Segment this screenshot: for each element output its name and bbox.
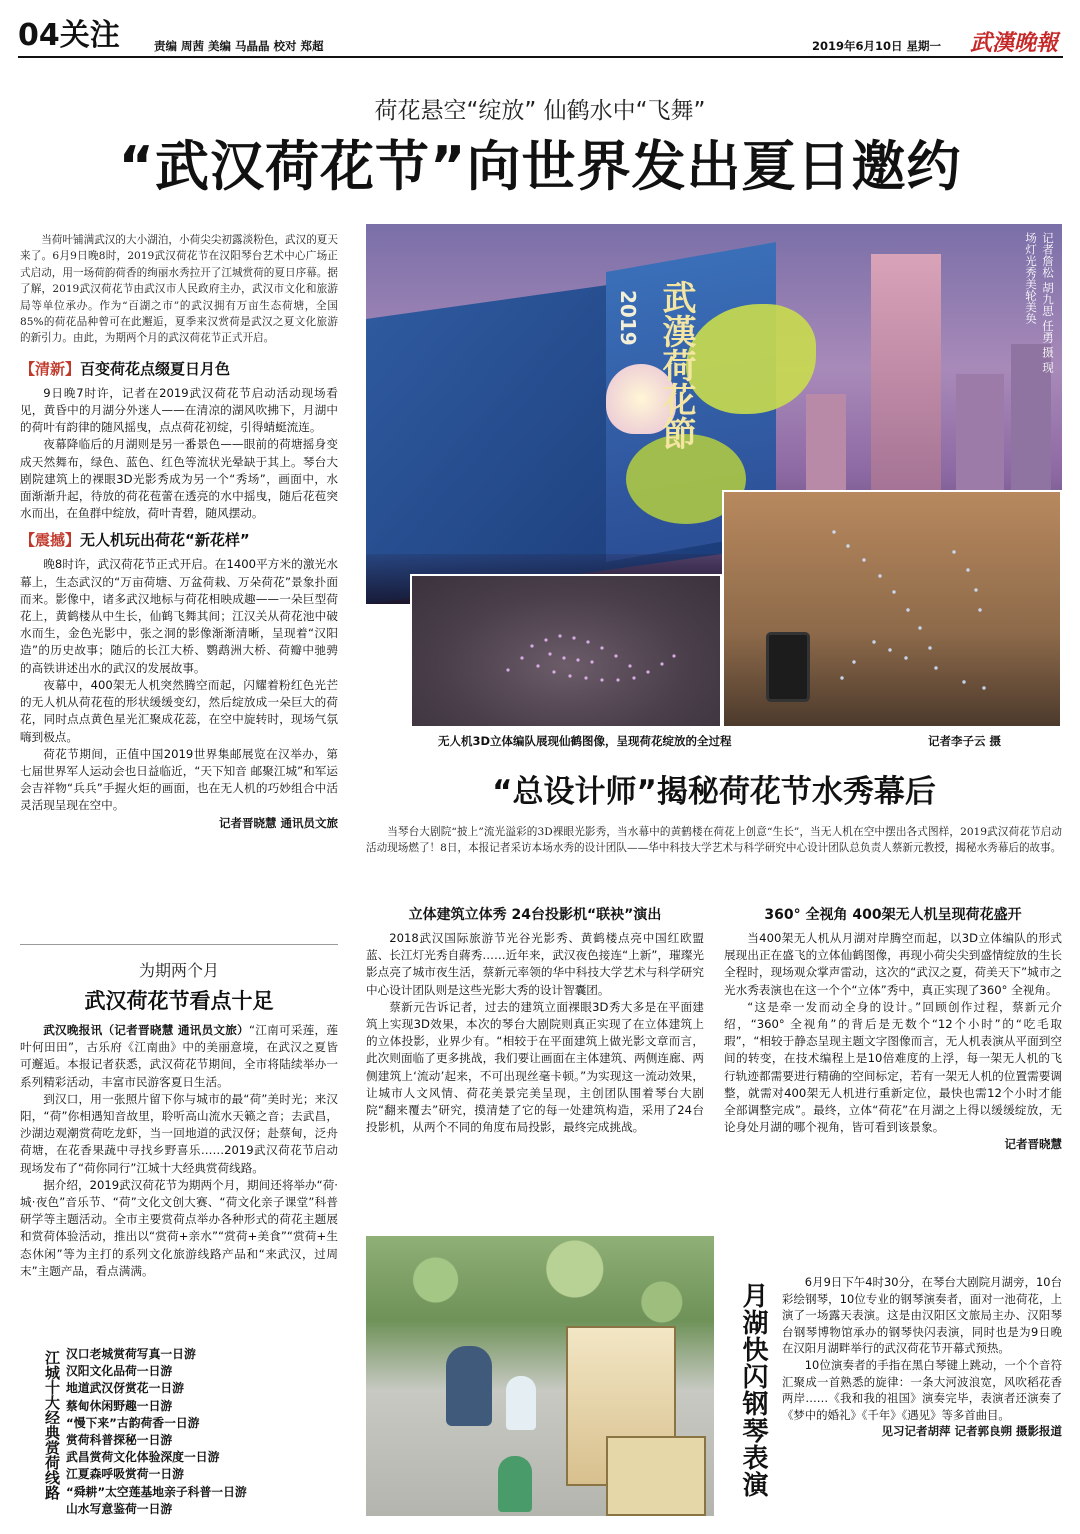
route-item: 江夏森呼吸赏荷一日游 (66, 1467, 184, 1482)
paper-logo: 武漢晚報 (970, 30, 1059, 56)
projection-title: 武漢荷花節 (656, 280, 696, 450)
lead-paragraph: 当荷叶铺满武汉的大小湖泊，小荷尖尖初露淡粉色，武汉的夏天来了。6月9日晚8时，2019武汉荷花节在汉阳琴台艺术中心广场正式启动，用一场荷韵荷香的绚丽水秀拉开了江城赏荷的夏日序幕。据了解，2019武汉荷花节由武汉市人民政府主办，武汉市文化和旅游局等单位承办。作为“百湖之市”的武汉拥有万亩生态荷塘，全国85%的荷花品种曾可在此邂逅，夏季来汉赏荷是武汉之夏文化旅游的新引力。由此，为期两个月的武汉荷花节正式开启。 (20, 234, 338, 345)
highlights-title: 武汉荷花节看点十足 (84, 989, 274, 1013)
paragraph: 荷花节期间，正值中国2019世界集邮展览在汉举办，第七届世界军人运动会也日益临近，“天下知音 邮聚江城”和军运会吉祥物“兵兵”手握火炬的画面，也在无人机的巧妙组合中活灵活现呈现在空中。 (20, 746, 338, 813)
dateline: 武汉晚报讯（记者晋晓慧 通讯员文旅） (43, 1023, 249, 1037)
issue-date: 2019年6月10日 星期一 (812, 39, 942, 53)
subhead: 360° 全视角 400架无人机呈现荷花盛开 (764, 907, 1022, 923)
child-figure (498, 1456, 532, 1512)
headline-kicker: 荷花悬空“绽放” 仙鹤水中“飞舞” (374, 98, 706, 124)
highlights-kicker: 为期两个月 (138, 961, 219, 980)
routes-list (66, 1346, 247, 1518)
left-column (20, 232, 338, 832)
section-heading-fresh (20, 359, 338, 379)
photo-caption: 无人机3D立体编队展现仙鹤图像，呈现荷花绽放的全过程 (438, 734, 732, 748)
byline: 记者晋晓慧 (1004, 1137, 1062, 1152)
paragraph: 武汉晚报讯（记者晋晓慧 通讯员文旅）“江南可采莲，莲叶何田田”，古乐府《江南曲》中的美丽意境，在武汉之夏皆可邂逅。本报记者获悉，武汉荷花节期间，全市将陆续举办一系列精彩活动，丰富市民游客夏日生活。 (20, 1023, 338, 1089)
section-title: 无人机玩出荷花“新花样” (80, 531, 250, 550)
photo-credit: 记者李子云 摄 (928, 734, 1002, 748)
route-item: 汉阳文化品荷一日游 (66, 1364, 173, 1379)
piano-photo (366, 1236, 714, 1516)
designer-headline: “总设计师”揭秘荷花节水秀幕后 (492, 774, 936, 810)
drone-photo-right (722, 490, 1062, 728)
paragraph: 2018武汉国际旅游节光谷光影秀、黄鹤楼点亮中国红欧盟蓝、长江灯光秀自蔣秀……近年来，武汉夜色接连“上新”，璀璨光影点亮了城市夜生活，蔡新元率领的华中科技大学艺术与科学研究中心设计团队则是这些光影大秀的设计智囊团。 (366, 931, 704, 997)
designer-col-1 (366, 904, 704, 1136)
paragraph: 到汉口，用一张照片留下你与城市的最“荷”美时光；来汉阳，“荷”你相遇知音故里，聆听高山流水天籁之音；去武昌，沙湖边观潮赏荷吃龙虾，当一回地道的武汉伢；赴蔡甸，泛舟荷塘，在花香果蔬中寻找乡野喜乐……2019武汉荷花节启动现场发布了“荷你同行”江城十大经典赏荷线路。 (20, 1091, 338, 1175)
column-divider (20, 944, 338, 945)
drone-photo-left (410, 574, 722, 728)
paragraph: 晚8时许，武汉荷花节正式开启。在1400平方米的激光水幕上，生态武汉的“万亩荷塘、万盆荷栽、万朵荷花”景象扑面而来。影像中，诸多武汉地标与荷花相映成趣——一朵巨型荷花上，黄鹤楼从中生长，仙鹤飞舞其间；江汉关从荷花池中破水而生，金色光影中，张之洞的影像渐渐清晰，呈现着“汉阳造”的历史故事；随后的长江大桥、鹦鹉洲大桥、荷瓣中驰骋的高铁讲述出水的武汉的发展故事。 (20, 557, 338, 675)
page-label: 04关注 (18, 18, 120, 53)
routes-label: 江城十大经典赏荷线路 (43, 1350, 61, 1500)
piano-headline: 月湖快闪钢琴表演 (738, 1282, 768, 1498)
byline: 记者晋晓慧 通讯员文旅 (218, 815, 338, 830)
page-credits: 责编 周茜 美编 马晶晶 校对 郑超 (154, 39, 324, 53)
section-heading-shock (20, 530, 338, 550)
phone-in-hand (766, 632, 810, 702)
paragraph: “这是牵一发而动全身的设计。”回顾创作过程，蔡新元介绍，“360° 全视角”的背后是无数个“12个小时”的“吃毛取瑕”，“相较于静态呈现主题文字图像而言，无人机表演从平面到空间的转变，在技术编程上是10倍难度的上浮，每一架无人机的飞行轨迹都需要进行精确的空间标定，若有一架无人机的位置需要调整，就需对400架无人机进行重新定位，最快也需12个小时才能全部调整完成”。最终，立体“荷花”在月湖之上得以缓缓绽放，无论身处月湖的哪个视角，皆可看到该景象。 (724, 999, 1062, 1135)
projection-year: 2019 (616, 290, 640, 346)
routes-box (20, 1346, 338, 1524)
paragraph: 夜幕中，400架无人机突然腾空而起，闪耀着粉红色光芒的无人机从荷花苞的形状缓缓变幻，然后绽放成一朵巨大的荷花，同时点点黄色星光汇聚成花蕊，在空中旋转时，现场气氛嗨到极点。 (20, 677, 338, 744)
route-item: 蔡甸休闲野趣一日游 (66, 1398, 173, 1413)
section-tag: 【震撼】 (20, 531, 81, 550)
route-item: “慢下来”古韵荷香一日游 (66, 1415, 200, 1430)
adult-figure (446, 1346, 492, 1426)
subhead: 立体建筑立体秀 24台投影机“联袂”演出 (408, 907, 662, 923)
paragraph: 10位演奏者的手指在黑白琴键上跳动，一个个音符汇聚成一首熟悉的旋律：一条大河波浪宽，风吹稻花香两岸……《我和我的祖国》演奏完毕，表演者还演奏了《梦中的婚礼》《千年》《遇见》等多首曲目。 (782, 1357, 1062, 1422)
section-title: 百变荷花点缀夏日月色 (80, 359, 231, 378)
headline-title: “武汉荷花节”向世界发出夏日邀约 (118, 135, 962, 198)
route-item: 汉口老城赏荷写真一日游 (66, 1347, 196, 1361)
piano-story (782, 1274, 1062, 1440)
paragraph: 据介绍，2019武汉荷花节为期两个月，期间还将举办“荷·城·夜色”音乐节、“荷”文化文创大赛、“荷文化亲子课堂”科普研学等主题活动。全市主要赏荷点举办各种形式的荷花主题展和赏荷体验活动，推出以“赏荷+亲水”“赏荷+美食”“赏荷+生态休闲”等为主打的系列文化旅游线路产品和“来武汉，过周末”主题产品，看点满满。 (20, 1177, 338, 1278)
route-item: 赏荷科普探秘一日游 (66, 1433, 173, 1448)
child-figure (506, 1376, 536, 1430)
paragraph: 夜幕降临后的月湖则是另一番景色——眼前的荷塘摇身变成天然舞布，绿色、蓝色、红色等流状光晕缺于其上。琴台大剧院建筑上的裸眼3D光影秀成为另一个“秀场”，画面中，水面渐渐升起，待放的荷花苞蕾在透亮的水中摇曳，随后花苞突水而出，在鱼群中绽放，荷叶青碧，随风摆动。 (20, 437, 338, 521)
painted-piano (606, 1436, 706, 1516)
route-item: “舜耕”太空莲基地亲子科普一日游 (66, 1484, 247, 1499)
paragraph: 当400架无人机从月湖对岸腾空而起，以3D立体编队的形式展现出正在盛飞的立体仙鹤图像，再现小荷尖尖到盛情绽放的生长全程时，现场观众掌声雷动，这次的“武汉之夏，荷美天下”城市之光水秀表演也在这一个个“立体”秀中，真正实现了360° 全视角。 (724, 931, 1062, 997)
designer-lead: 当琴台大剧院“披上”流光溢彩的3D裸眼光影秀，当水幕中的黄鹤楼在荷花上创意“生长”，当无人机在空中摆出各式图样，2019武汉荷花节启动活动现场燃了！8日，本报记者采访本场水秀的设计团队——华中科技大学艺术与科学研究中心设计团队总负责人蔡新元教授，揭秘水秀幕后的故事。 (366, 826, 1062, 855)
masthead (18, 18, 1063, 58)
route-item: 地道武汉伢赏花一日游 (66, 1381, 184, 1396)
section-tag: 【清新】 (20, 359, 81, 378)
paragraph: 9日晚7时许，记者在2019武汉荷花节启动活动现场看见，黄昏中的月湖分外迷人——在清凉的湖风吹拂下，月湖中的荷叶有韵律的随风摇曳，点点荷花初绽，引得蜻蜓流连。 (20, 385, 338, 435)
highlights-block (20, 960, 338, 1280)
designer-col-2 (724, 904, 1062, 1153)
byline: 见习记者胡萍 记者郭良朔 摄影报道 (881, 1424, 1062, 1439)
drone-formation (412, 576, 722, 728)
paragraph: 蔡新元告诉记者，过去的建筑立面裸眼3D秀大多是在平面建筑上实现3D效果，本次的琴台大剧院则真正实现了在立体建筑上的立体投影，业界少有。“相较于在平面建筑上做光影文章而言，此次则面临了更多挑战，我们要让画面在主体建筑、两侧连廊、两侧建筑上‘流动’起来，不可出现丝毫卡顿。”为实现这一流动效果，让城市人文风情、荷花美景完美呈现，主创团队围着琴台大剧院“翻来覆去”研究，摸清楚了它的每一处建筑构造，采用了24台投影机，从两个不同的角度布局投影，最终完成挑战。 (366, 999, 704, 1135)
paragraph: 6月9日下午4时30分，在琴台大剧院月湖旁，10台彩绘钢琴，10位专业的钢琴演奏者，面对一池荷花，上演了一场露天表演。这是由汉阳区文旅局主办、汉阳琴台钢琴博物馆承办的钢琴快闪表演，同时也是为9日晚在汉阳月湖畔举行的武汉荷花节开幕式预热。 (782, 1275, 1062, 1356)
route-item: 武昌赏荷文化体验深度一日游 (66, 1450, 220, 1465)
route-item: 山水写意鉴荷一日游 (66, 1501, 173, 1516)
photo-credit: 记者詹松 胡九思 任勇 摄 现场灯光秀美轮美奂 (1024, 232, 1055, 374)
